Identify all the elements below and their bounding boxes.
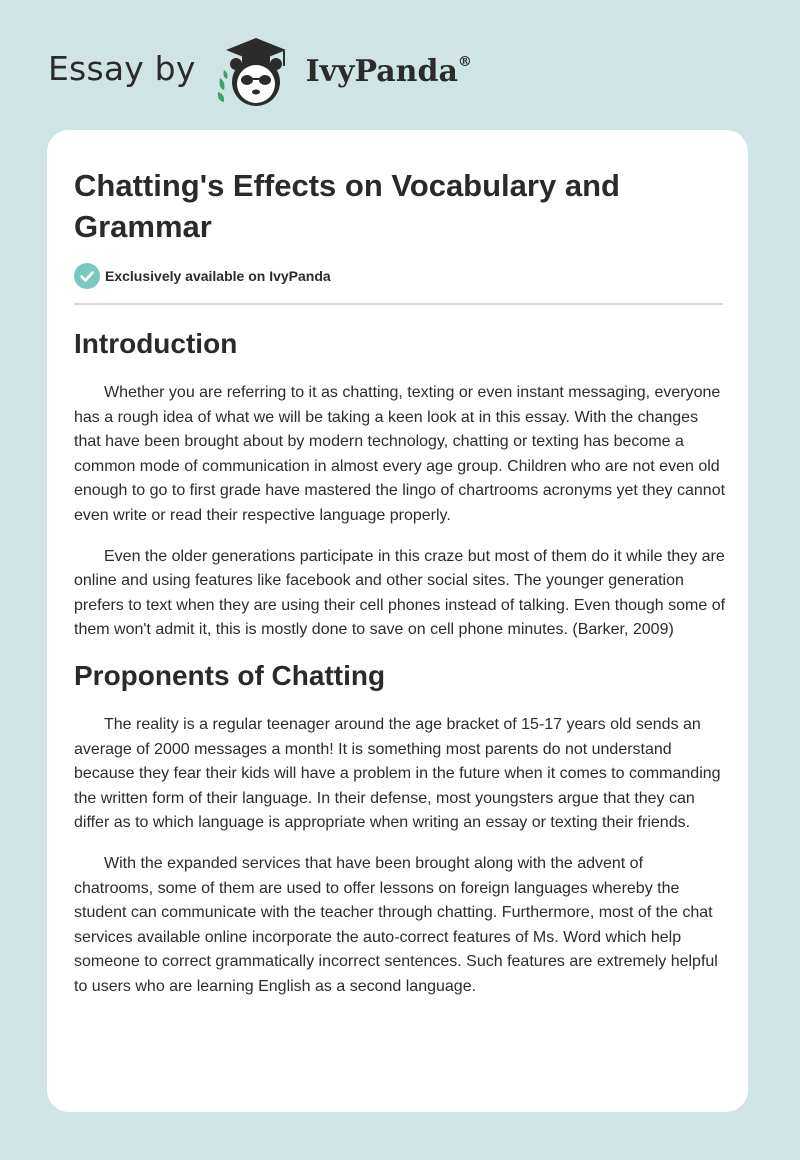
panda-logo-icon[interactable] [210,30,302,110]
exclusive-badge-label: Exclusively available on IvyPanda [105,268,331,284]
paragraph: With the expanded services that have been brought along with the advent of chatrooms, some of them are used to offer lessons on foreign languages whereby the student can communicate with the teacher through chatting. Furthermore, most of the chat services available online incorporate the auto-correct features of Ms. Word which help someone to correct grammatically incorrect sentences. Such features are extremely helpful to users who are learning English as a second language. [74,854,718,995]
essay-by-label: Essay by [48,48,196,88]
check-circle-icon [74,263,100,289]
exclusive-badge [74,263,331,289]
page-title: Chatting's Effects on Vocabulary and Grammar [74,168,620,244]
site-header [48,30,472,110]
essay-body [74,325,726,999]
divider [74,303,723,305]
brand-name[interactable]: IvyPanda® [305,53,472,89]
section-heading-proponents: Proponents of Chatting [74,659,386,691]
paragraph: The reality is a regular teenager around the age bracket of 15-17 years old sends an average of 2000 messages a month! It is something most parents do not understand because they fear their kids will have a problem in the future when it comes to commanding the written form of their language. In their defense, most youngsters argue that they can differ as to which language is appropriate when writing an essay or texting their friends. [74,715,721,832]
registered-mark: ® [457,53,472,70]
section-heading-introduction: Introduction [74,328,238,359]
essay-card [47,130,748,1112]
paragraph: Whether you are referring to it as chatting, texting or even instant messaging, everyone has a rough idea of what we will be taking a keen look at in this essay. With the changes that have been brought about by modern technology, chatting or texting has become a common mode of communication in almost every age group. Children who are not even old enough to go to first grade have mastered the lingo of chartrooms acronyms yet they cannot even write or read their respective language properly. [74,384,726,524]
paragraph: Even the older generations participate in this craze but most of them do it while they are online and using features like facebook and other social sites. The younger generation prefers to text when they are using their cell phones instead of talking. Even though some of them won't admit it, this is mostly done to save on cell phone minutes. (Barker, 2009) [74,547,726,639]
